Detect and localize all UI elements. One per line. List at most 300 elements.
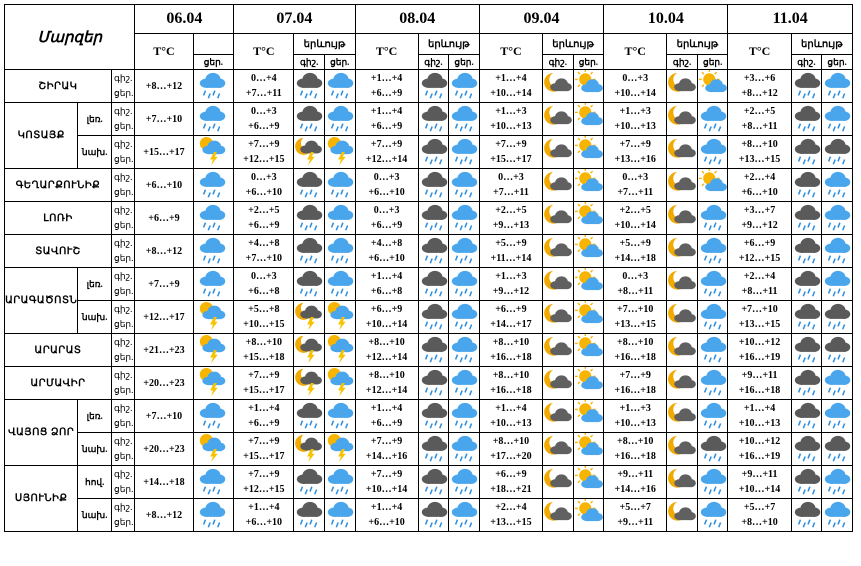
rain-icon — [193, 268, 234, 301]
temperature-cell — [604, 136, 667, 169]
night-day-labels — [112, 334, 135, 367]
night-day-labels — [112, 499, 135, 532]
cloud-rain-icon — [294, 103, 325, 136]
temperature-cell — [728, 466, 791, 499]
cloud-rain-icon — [294, 466, 325, 499]
day-temp: +6…+10 — [368, 187, 405, 198]
date-2: 07.04 — [234, 5, 355, 34]
day-temp: +18…+21 — [490, 484, 532, 495]
night-temp: +9…+11 — [741, 469, 778, 480]
region-name: ՏԱՎՈՒՇ — [5, 235, 112, 268]
cloud-rain-icon — [791, 169, 822, 202]
day-temp: +7…+11 — [493, 187, 529, 198]
cloud-rain-icon — [822, 334, 853, 367]
temperature-cell — [728, 103, 791, 136]
temperature-cell — [604, 70, 667, 103]
sun-cloud-icon — [573, 301, 604, 334]
day-temp: +6…+10 — [741, 187, 778, 198]
cloud-rain-icon — [791, 136, 822, 169]
day-header: ցեր. — [449, 55, 480, 70]
night-temp: +5…+9 — [495, 238, 527, 249]
moon-storm-icon — [294, 367, 325, 400]
temperature-cell — [728, 499, 791, 532]
temperature-cell — [234, 433, 294, 466]
cloud-rain-icon — [418, 499, 449, 532]
night-temp: +1…+4 — [370, 271, 403, 282]
day-temp: +12…+14 — [365, 385, 408, 396]
temperature-cell — [479, 367, 542, 400]
night-temp: +8…+10 — [741, 139, 778, 150]
moon-cloud-icon — [667, 169, 698, 202]
cloud-rain-icon — [294, 202, 325, 235]
cloud-rain-icon — [418, 433, 449, 466]
night-label: գիշ. — [114, 337, 133, 347]
temperature-cell — [234, 400, 294, 433]
temperature-cell — [355, 400, 418, 433]
region-name: ՎԱՅՈՑ ՁՈՐ — [5, 400, 78, 466]
date-1: 06.04 — [135, 5, 234, 34]
temperature-cell — [728, 334, 791, 367]
cloud-rain-icon — [418, 400, 449, 433]
table-row — [5, 334, 853, 367]
cloud-rain-icon — [791, 301, 822, 334]
day-temp: +12…+17 — [143, 311, 185, 323]
night-temp: 0…+3 — [622, 172, 649, 183]
night-temp: +4…+8 — [370, 238, 403, 249]
night-temp: +2…+4 — [495, 502, 527, 513]
temp-header: T°C — [604, 34, 667, 70]
moon-cloud-icon — [667, 334, 698, 367]
temperature-cell — [479, 466, 542, 499]
day-temp: +16…+18 — [490, 352, 532, 363]
rain-icon — [324, 169, 355, 202]
moon-cloud-icon — [667, 103, 698, 136]
temperature-cell — [355, 202, 418, 235]
temperature-cell — [135, 400, 193, 433]
day-temp: +20…+23 — [143, 443, 185, 455]
temperature-cell — [604, 466, 667, 499]
day-temp: +17…+20 — [490, 451, 532, 462]
rain-icon — [449, 235, 480, 268]
rain-icon — [193, 169, 234, 202]
night-label: գիշ. — [114, 106, 133, 116]
day-temp: +16…+18 — [614, 352, 656, 363]
rain-icon — [697, 367, 728, 400]
cloud-rain-icon — [791, 235, 822, 268]
night-temp: +7…+9 — [248, 469, 280, 480]
rain-icon — [822, 268, 853, 301]
cloud-rain-icon — [294, 235, 325, 268]
table-row — [5, 367, 853, 400]
rain-icon — [822, 169, 853, 202]
day-temp: +14…+18 — [614, 253, 656, 264]
night-temp: 0…+4 — [250, 73, 277, 84]
night-temp: +7…+9 — [248, 370, 280, 381]
cloud-rain-icon — [418, 466, 449, 499]
temperature-cell — [479, 103, 542, 136]
day-temp: +8…+11 — [741, 286, 778, 297]
sun-cloud-icon — [573, 103, 604, 136]
night-temp: 0…+3 — [373, 172, 400, 183]
night-temp: +1…+4 — [743, 403, 776, 414]
moon-cloud-icon — [543, 499, 574, 532]
night-label: գիշ. — [114, 172, 133, 182]
temperature-cell — [355, 466, 418, 499]
temperature-cell — [135, 235, 193, 268]
temperature-cell — [479, 169, 542, 202]
day-temp: +10…+14 — [614, 88, 656, 99]
cloud-rain-icon — [791, 433, 822, 466]
weather-header: երևույթ — [294, 34, 355, 55]
day-temp: +14…+16 — [614, 484, 656, 495]
rain-icon — [822, 70, 853, 103]
cloud-rain-icon — [418, 235, 449, 268]
temperature-cell — [728, 235, 791, 268]
zone-name: լեռ. — [78, 103, 112, 136]
day-label: ցեր. — [114, 187, 134, 197]
night-day-labels — [112, 400, 135, 433]
rain-icon — [822, 103, 853, 136]
night-temp: +7…+9 — [619, 139, 651, 150]
temperature-cell — [234, 268, 294, 301]
day-temp: +14…+18 — [143, 476, 185, 488]
cloud-rain-icon — [791, 499, 822, 532]
night-temp: +1…+4 — [248, 502, 280, 513]
rain-icon — [697, 466, 728, 499]
night-temp: +7…+9 — [495, 139, 527, 150]
day-temp: +10…+14 — [738, 484, 781, 495]
night-temp: +8…+10 — [368, 370, 405, 381]
date-6: 11.04 — [728, 5, 853, 34]
night-label: գիշ. — [114, 73, 133, 83]
night-temp: +3…+6 — [743, 73, 776, 84]
moon-cloud-icon — [667, 235, 698, 268]
date-4: 09.04 — [479, 5, 603, 34]
temperature-cell — [234, 70, 294, 103]
temperature-cell — [135, 334, 193, 367]
rain-icon — [822, 499, 853, 532]
temperature-cell — [728, 169, 791, 202]
night-temp: +4…+8 — [248, 238, 280, 249]
day-temp: +9…+11 — [617, 517, 654, 528]
night-temp: +6…+9 — [495, 304, 527, 315]
temperature-cell — [135, 70, 193, 103]
night-temp: +8…+10 — [492, 370, 530, 381]
sun-cloud-icon — [697, 169, 728, 202]
table-row — [5, 103, 853, 136]
moon-cloud-icon — [543, 367, 574, 400]
sun-storm-icon — [193, 433, 234, 466]
day-label: ցեր. — [114, 319, 134, 329]
night-temp: +1…+3 — [495, 271, 527, 282]
cloud-rain-icon — [294, 268, 325, 301]
temperature-cell — [479, 301, 542, 334]
day-temp: +8…+11 — [617, 286, 654, 297]
temperature-cell — [355, 301, 418, 334]
temp-header: T°C — [135, 34, 193, 70]
night-label: գիշ. — [114, 238, 133, 248]
night-temp: +6…+9 — [495, 469, 527, 480]
table-row — [5, 466, 853, 499]
table-row — [5, 202, 853, 235]
night-temp: +7…+9 — [248, 139, 280, 150]
night-temp: +5…+7 — [743, 502, 776, 513]
night-label: գիշ. — [114, 370, 133, 380]
day-temp: +8…+11 — [741, 121, 778, 132]
rain-icon — [697, 400, 728, 433]
night-temp: +10…+12 — [738, 436, 781, 447]
sun-cloud-icon — [573, 268, 604, 301]
rain-icon — [193, 400, 234, 433]
cloud-rain-icon — [791, 466, 822, 499]
night-temp: +5…+9 — [619, 238, 651, 249]
sun-cloud-icon — [573, 334, 604, 367]
moon-cloud-icon — [667, 400, 698, 433]
day-temp: +6…+8 — [370, 286, 403, 297]
temperature-cell — [479, 433, 542, 466]
sun-cloud-icon — [573, 169, 604, 202]
day-temp: +12…+15 — [738, 253, 781, 264]
day-temp: +6…+9 — [370, 220, 403, 231]
day-temp: +13…+15 — [614, 319, 656, 330]
sun-storm-icon — [324, 367, 355, 400]
night-temp: +7…+9 — [370, 469, 403, 480]
day-label: ցեր. — [114, 484, 134, 494]
rain-icon — [193, 202, 234, 235]
day-label: ցեր. — [114, 88, 134, 98]
temperature-cell — [728, 301, 791, 334]
day-temp: +8…+12 — [145, 245, 183, 257]
day-header: ցեր. — [573, 55, 604, 70]
day-temp: +21…+23 — [143, 344, 185, 356]
moon-cloud-icon — [543, 466, 574, 499]
cloud-rain-icon — [418, 301, 449, 334]
temp-header: T°C — [728, 34, 791, 70]
temperature-cell — [135, 202, 193, 235]
night-temp: +1…+4 — [248, 403, 280, 414]
day-temp: +8…+10 — [741, 517, 778, 528]
day-temp: +6…+10 — [145, 179, 183, 191]
day-label: ցեր. — [114, 220, 134, 230]
night-temp: +2…+5 — [495, 205, 527, 216]
temperature-cell — [135, 499, 193, 532]
day-temp: +15…+17 — [143, 146, 185, 158]
night-day-labels — [112, 433, 135, 466]
temperature-cell — [355, 268, 418, 301]
region-name: ԼՈՌԻ — [5, 202, 112, 235]
rain-icon — [449, 136, 480, 169]
temperature-cell — [355, 235, 418, 268]
moon-cloud-icon — [543, 235, 574, 268]
cloud-rain-icon — [791, 334, 822, 367]
day-temp: +12…+15 — [243, 484, 285, 495]
zone-name: նախ. — [78, 499, 112, 532]
temperature-cell — [234, 103, 294, 136]
weather-header — [193, 34, 234, 55]
night-temp: +2…+5 — [248, 205, 280, 216]
day-temp: +14…+16 — [365, 451, 408, 462]
moon-cloud-icon — [667, 202, 698, 235]
day-temp: +10…+14 — [490, 88, 532, 99]
rain-icon — [449, 202, 480, 235]
day-temp: +6…+9 — [370, 121, 403, 132]
day-temp: +6…+9 — [248, 220, 280, 231]
temperature-cell — [234, 169, 294, 202]
rain-icon — [449, 103, 480, 136]
day-temp: +14…+17 — [490, 319, 532, 330]
temperature-cell — [604, 202, 667, 235]
temp-header: T°C — [234, 34, 294, 70]
moon-cloud-icon — [543, 169, 574, 202]
cloud-rain-icon — [697, 433, 728, 466]
day-header: ցեր. — [324, 55, 355, 70]
table-row — [5, 235, 853, 268]
sun-storm-icon — [193, 301, 234, 334]
temp-header: T°C — [479, 34, 542, 70]
day-temp: +15…+17 — [243, 451, 285, 462]
cloud-rain-icon — [791, 367, 822, 400]
night-temp: +1…+4 — [495, 403, 527, 414]
rain-icon — [822, 202, 853, 235]
day-temp: +6…+10 — [368, 253, 405, 264]
day-temp: +6…+10 — [245, 187, 283, 198]
temperature-cell — [135, 103, 193, 136]
weather-header: երևույթ — [543, 34, 604, 55]
temperature-cell — [604, 499, 667, 532]
night-temp: +8…+10 — [492, 337, 530, 348]
moon-cloud-icon — [667, 301, 698, 334]
night-header: գիշ. — [791, 55, 822, 70]
sun-storm-icon — [324, 433, 355, 466]
moon-cloud-icon — [543, 103, 574, 136]
zone-name: լեռ. — [78, 268, 112, 301]
temperature-cell — [355, 367, 418, 400]
temperature-cell — [728, 70, 791, 103]
day-temp: +10…+14 — [614, 220, 656, 231]
temperature-cell — [355, 169, 418, 202]
day-temp: +8…+12 — [145, 80, 183, 92]
night-day-labels — [112, 235, 135, 268]
day-temp: +6…+9 — [248, 121, 280, 132]
rain-icon — [697, 268, 728, 301]
temperature-cell — [479, 202, 542, 235]
rain-icon — [449, 301, 480, 334]
temperature-cell — [234, 466, 294, 499]
weather-header: երևույթ — [418, 34, 479, 55]
rain-icon — [822, 367, 853, 400]
day-temp: +7…+11 — [245, 88, 282, 99]
day-temp: +13…+15 — [738, 154, 781, 165]
day-temp: +7…+11 — [617, 187, 654, 198]
day-temp: +12…+14 — [365, 352, 408, 363]
temperature-cell — [728, 136, 791, 169]
night-header: գիշ. — [294, 55, 325, 70]
table-row — [5, 433, 853, 466]
temperature-cell — [604, 235, 667, 268]
night-label: գիշ. — [114, 304, 133, 314]
table-row — [5, 136, 853, 169]
night-temp: +1…+3 — [619, 106, 651, 117]
day-temp: +8…+12 — [145, 509, 183, 521]
temperature-cell — [604, 169, 667, 202]
night-temp: +1…+4 — [495, 73, 527, 84]
temperature-cell — [728, 202, 791, 235]
rain-icon — [697, 334, 728, 367]
moon-storm-icon — [294, 433, 325, 466]
temperature-cell — [135, 433, 193, 466]
rain-icon — [193, 235, 234, 268]
night-temp: +2…+5 — [619, 205, 651, 216]
cloud-rain-icon — [418, 367, 449, 400]
day-temp: +6…+9 — [248, 418, 280, 429]
day-temp: +6…+8 — [248, 286, 280, 297]
temp-header: T°C — [355, 34, 418, 70]
day-temp: +7…+9 — [148, 278, 180, 290]
sun-cloud-icon — [697, 70, 728, 103]
night-temp: +6…+9 — [370, 304, 403, 315]
rain-icon — [449, 169, 480, 202]
moon-cloud-icon — [543, 301, 574, 334]
day-temp: +7…+10 — [245, 253, 283, 264]
night-temp: +2…+5 — [743, 106, 776, 117]
night-temp: +8…+10 — [617, 436, 654, 447]
sun-cloud-icon — [573, 202, 604, 235]
day-temp: +11…+14 — [490, 253, 532, 264]
moon-cloud-icon — [543, 202, 574, 235]
rain-icon — [324, 103, 355, 136]
day-temp: +9…+12 — [741, 220, 778, 231]
night-temp: +7…+9 — [370, 436, 403, 447]
night-temp: 0…+3 — [250, 172, 277, 183]
day-temp: +6…+10 — [368, 517, 405, 528]
sun-cloud-icon — [573, 367, 604, 400]
cloud-rain-icon — [791, 202, 822, 235]
region-name: ԱՐԱԳԱԾՈՏՆ — [5, 268, 78, 334]
day-temp: +16…+18 — [490, 385, 532, 396]
night-day-labels — [112, 103, 135, 136]
rain-icon — [449, 466, 480, 499]
cloud-rain-icon — [418, 136, 449, 169]
night-temp: +1…+4 — [370, 106, 403, 117]
night-temp: +10…+12 — [738, 337, 781, 348]
rain-icon — [193, 70, 234, 103]
night-day-labels — [112, 268, 135, 301]
night-temp: +1…+3 — [619, 403, 651, 414]
rain-icon — [697, 202, 728, 235]
temperature-cell — [355, 334, 418, 367]
day-label: ցեր. — [114, 286, 134, 296]
rain-icon — [324, 235, 355, 268]
temperature-cell — [479, 400, 542, 433]
day-temp: +15…+18 — [243, 352, 285, 363]
temperature-cell — [234, 499, 294, 532]
cloud-rain-icon — [294, 400, 325, 433]
day-header: ցեր. — [697, 55, 728, 70]
temperature-cell — [604, 367, 667, 400]
night-label: գիշ. — [114, 139, 133, 149]
day-temp: +13…+15 — [490, 517, 532, 528]
day-header: ցեր. — [193, 55, 234, 70]
table-row — [5, 268, 853, 301]
rain-icon — [324, 202, 355, 235]
rain-icon — [697, 103, 728, 136]
temperature-cell — [355, 103, 418, 136]
sun-storm-icon — [324, 136, 355, 169]
night-label: գիշ. — [114, 502, 133, 512]
temperature-cell — [355, 499, 418, 532]
day-temp: +9…+12 — [492, 286, 530, 297]
temperature-cell — [479, 334, 542, 367]
